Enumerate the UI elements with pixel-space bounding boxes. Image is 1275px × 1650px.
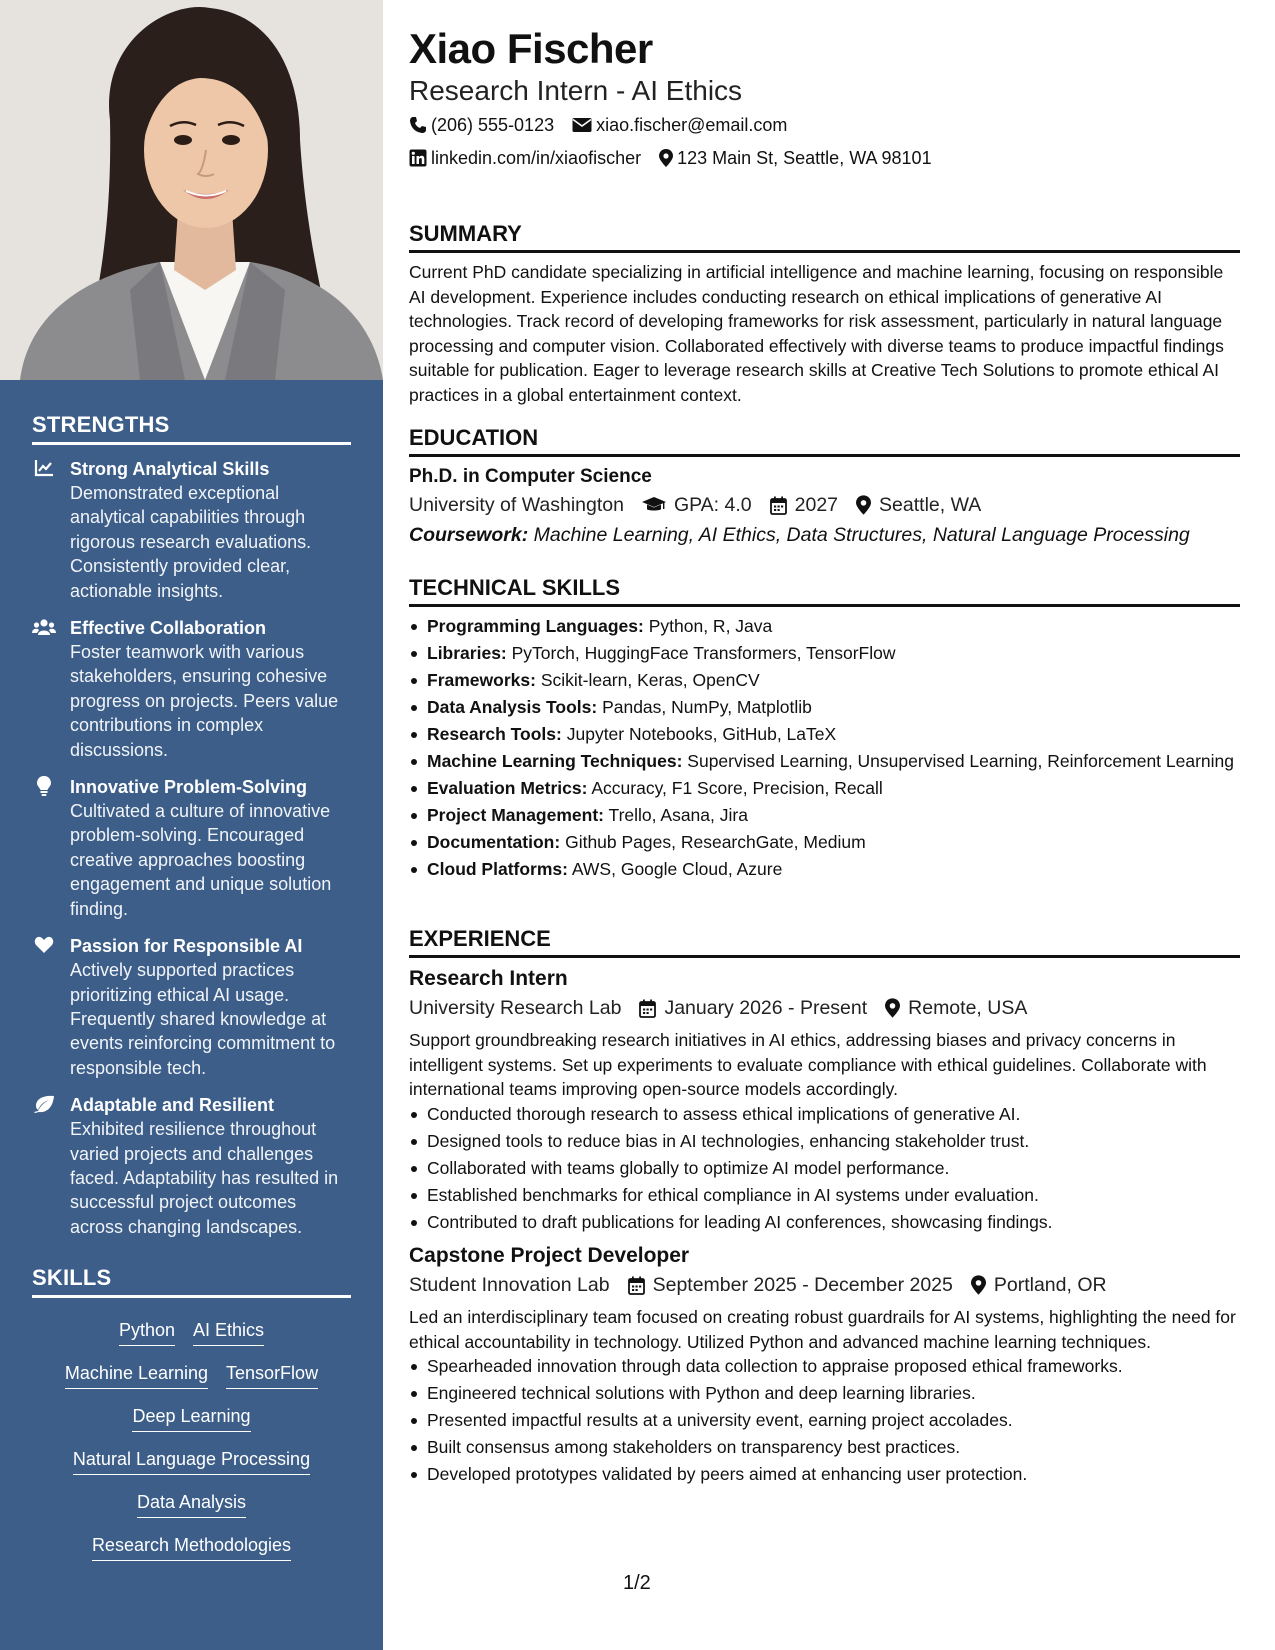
list-item: Designed tools to reduce bias in AI technologies, enhancing stakeholder trust. <box>409 1129 1240 1154</box>
list-item: Data Analysis Tools: Pandas, NumPy, Matplotlib <box>409 695 1240 720</box>
list-item: Libraries: PyTorch, HuggingFace Transformers, TensorFlow <box>409 641 1240 666</box>
envelope-icon <box>572 117 592 133</box>
experience-section <box>409 925 1240 1489</box>
school-name: University of Washington <box>409 494 624 516</box>
profile-photo <box>0 0 383 380</box>
education-section <box>409 424 1240 550</box>
linkedin-text: linkedin.com/in/xiaofischer <box>431 148 642 168</box>
map-pin-icon <box>971 1275 986 1295</box>
job-bullets <box>409 1354 1240 1487</box>
address-text: 123 Main St, Seattle, WA 98101 <box>677 148 932 168</box>
degree-name: Ph.D. in Computer Science <box>409 466 652 487</box>
coursework-label: Coursework: <box>409 524 529 546</box>
strength-description: Cultivated a culture of innovative problem-solving. Encouraged creative approaches boosting engagement and unique solution finding. <box>70 801 332 919</box>
map-pin-icon <box>659 149 673 167</box>
phone-icon <box>409 116 427 134</box>
address-contact <box>659 147 932 169</box>
calendar-icon <box>628 1276 645 1295</box>
graduation-year: 2027 <box>794 494 839 516</box>
strength-description: Exhibited resilience throughout varied projects and challenges faced. Adaptability has resulted in successful project outcomes across changing landscapes. <box>70 1119 339 1237</box>
job-dates: September 2025 - December 2025 <box>652 1274 953 1296</box>
list-item: Presented impactful results at a university event, earning project accolades. <box>409 1408 1240 1433</box>
list-item: Conducted thorough research to assess ethical implications of generative AI. <box>409 1102 1240 1127</box>
job-dates: January 2026 - Present <box>664 997 868 1019</box>
graduation-cap-icon <box>642 496 666 514</box>
strength-title: Strong Analytical Skills <box>70 459 270 479</box>
gpa: GPA: 4.0 <box>673 494 752 516</box>
job-position: Research Intern <box>409 967 568 990</box>
section-heading: TECHNICAL SKILLS <box>409 574 1240 607</box>
leaf-icon <box>32 1094 56 1114</box>
sidebar <box>0 0 383 1650</box>
job-organization: Student Innovation Lab <box>409 1274 610 1296</box>
contact-row <box>409 114 787 136</box>
job-position: Capstone Project Developer <box>409 1244 690 1267</box>
phone-text: (206) 555-0123 <box>431 115 555 135</box>
summary-section <box>409 220 1240 407</box>
job-title: Research Intern - AI Ethics <box>409 75 743 106</box>
calendar-icon <box>770 496 787 515</box>
job-location: Portland, OR <box>993 1274 1107 1296</box>
section-heading: SUMMARY <box>409 220 1240 253</box>
strength-item <box>32 775 351 921</box>
contact-row <box>409 147 932 169</box>
education-location: Seattle, WA <box>879 494 982 516</box>
list-item: Programming Languages: Python, R, Java <box>409 614 1240 639</box>
linkedin-contact[interactable] <box>409 147 641 169</box>
candidate-name: Xiao Fischer <box>409 25 653 72</box>
technical-skills-list <box>409 614 1240 882</box>
skill-tag: TensorFlow <box>226 1361 318 1389</box>
lightbulb-icon <box>32 776 56 796</box>
strength-item <box>32 616 351 762</box>
list-item: Contributed to draft publications for leading AI conferences, showcasing findings. <box>409 1210 1240 1235</box>
sidebar-content <box>32 412 351 1576</box>
list-item: Spearheaded innovation through data collection to appraise proposed ethical frameworks. <box>409 1354 1240 1379</box>
strength-item <box>32 934 351 1080</box>
heart-icon <box>32 935 56 955</box>
strength-description: Demonstrated exceptional analytical capabilities through rigorous research evaluations. Consistently provided clear, actionable insights. <box>70 483 312 601</box>
section-heading: EXPERIENCE <box>409 925 1240 958</box>
job-entry <box>409 1242 1240 1487</box>
strengths-heading: STRENGTHS <box>32 412 351 445</box>
job-meta <box>409 993 1240 1023</box>
strength-description: Actively supported practices prioritizing ethical AI usage. Frequently shared knowledge at events reinforcing commitment to responsible tech. <box>70 960 336 1078</box>
strength-title: Innovative Problem-Solving <box>70 777 308 798</box>
list-item: Cloud Platforms: AWS, Google Cloud, Azure <box>409 857 1240 882</box>
skill-tag: Deep Learning <box>132 1404 250 1432</box>
job-description: Led an interdisciplinary team focused on creating robust guardrails for AI systems, highlighting the need for ethical accountability in technology. Utilized Python and advanced machine learning techniques. <box>409 1307 1236 1352</box>
users-icon <box>32 617 56 637</box>
list-item: Project Management: Trello, Asana, Jira <box>409 803 1240 828</box>
strength-item <box>32 1093 351 1239</box>
list-item: Evaluation Metrics: Accuracy, F1 Score, Precision, Recall <box>409 776 1240 801</box>
map-pin-icon <box>856 495 871 515</box>
list-item: Research Tools: Jupyter Notebooks, GitHub, LaTeX <box>409 722 1240 747</box>
page-number: 1/2 <box>623 1572 651 1594</box>
list-item: Documentation: Github Pages, ResearchGate, Medium <box>409 830 1240 855</box>
map-pin-icon <box>885 998 900 1018</box>
strength-title: Passion for Responsible AI <box>70 936 303 957</box>
skill-tag: Data Analysis <box>137 1490 246 1518</box>
job-bullets <box>409 1102 1240 1235</box>
list-item: Machine Learning Techniques: Supervised Learning, Unsupervised Learning, Reinforcement Learning <box>409 749 1240 774</box>
technical-skills-section <box>409 574 1240 884</box>
email-text: xiao.fischer@email.com <box>596 115 788 135</box>
strength-item <box>32 457 351 603</box>
skill-tag: AI Ethics <box>193 1318 264 1346</box>
strength-description: Foster teamwork with various stakeholders, ensuring cohesive progress on projects. Peers value contributions in complex discussions. <box>70 642 339 760</box>
calendar-icon <box>639 999 656 1018</box>
skill-tag: Natural Language Processing <box>73 1447 310 1475</box>
phone-contact[interactable] <box>409 114 554 136</box>
skills-heading: SKILLS <box>32 1265 351 1298</box>
linkedin-icon <box>409 149 427 167</box>
job-organization: University Research Lab <box>409 997 622 1019</box>
list-item: Engineered technical solutions with Python and deep learning libraries. <box>409 1381 1240 1406</box>
list-item: Established benchmarks for ethical compliance in AI systems under evaluation. <box>409 1183 1240 1208</box>
summary-text: Current PhD candidate specializing in artificial intelligence and machine learning, focusing on responsible AI development. Experience includes conducting research on ethical implications of generative AI technologies. Track record of developing frameworks for risk assessment, particularly in natural language processing and computer vision. Collaborated effectively with diverse teams to produce impactful findings suitable for publication. Eager to leverage research skills at Creative Tech Solutions to promote ethical AI practices in a global entertainment context. <box>409 262 1224 405</box>
email-contact[interactable] <box>572 114 787 136</box>
education-meta <box>409 490 1240 520</box>
skill-tag: Python <box>119 1318 175 1346</box>
skill-tags <box>32 1310 351 1561</box>
strength-title: Adaptable and Resilient <box>70 1095 275 1116</box>
coursework <box>409 520 1240 550</box>
skill-tag: Machine Learning <box>65 1361 208 1389</box>
job-meta <box>409 1270 1240 1300</box>
job-location: Remote, USA <box>908 997 1028 1019</box>
section-heading: EDUCATION <box>409 424 1240 457</box>
job-entry <box>409 965 1240 1234</box>
job-description: Support groundbreaking research initiatives in AI ethics, addressing biases and privacy concerns in intelligent systems. Set up experiments to evaluate compliance with ethical guidelines. Collaborate with international teams improving open-source models accordingly. <box>409 1030 1207 1099</box>
list-item: Developed prototypes validated by peers aimed at enhancing user protection. <box>409 1462 1240 1487</box>
strength-title: Effective Collaboration <box>70 618 267 639</box>
list-item: Frameworks: Scikit-learn, Keras, OpenCV <box>409 668 1240 693</box>
list-item: Collaborated with teams globally to optimize AI model performance. <box>409 1156 1240 1181</box>
chart-line-icon <box>32 458 56 478</box>
list-item: Built consensus among stakeholders on transparency best practices. <box>409 1435 1240 1460</box>
coursework-list: Machine Learning, AI Ethics, Data Structures, Natural Language Processing <box>533 524 1190 546</box>
skill-tag: Research Methodologies <box>92 1533 291 1561</box>
